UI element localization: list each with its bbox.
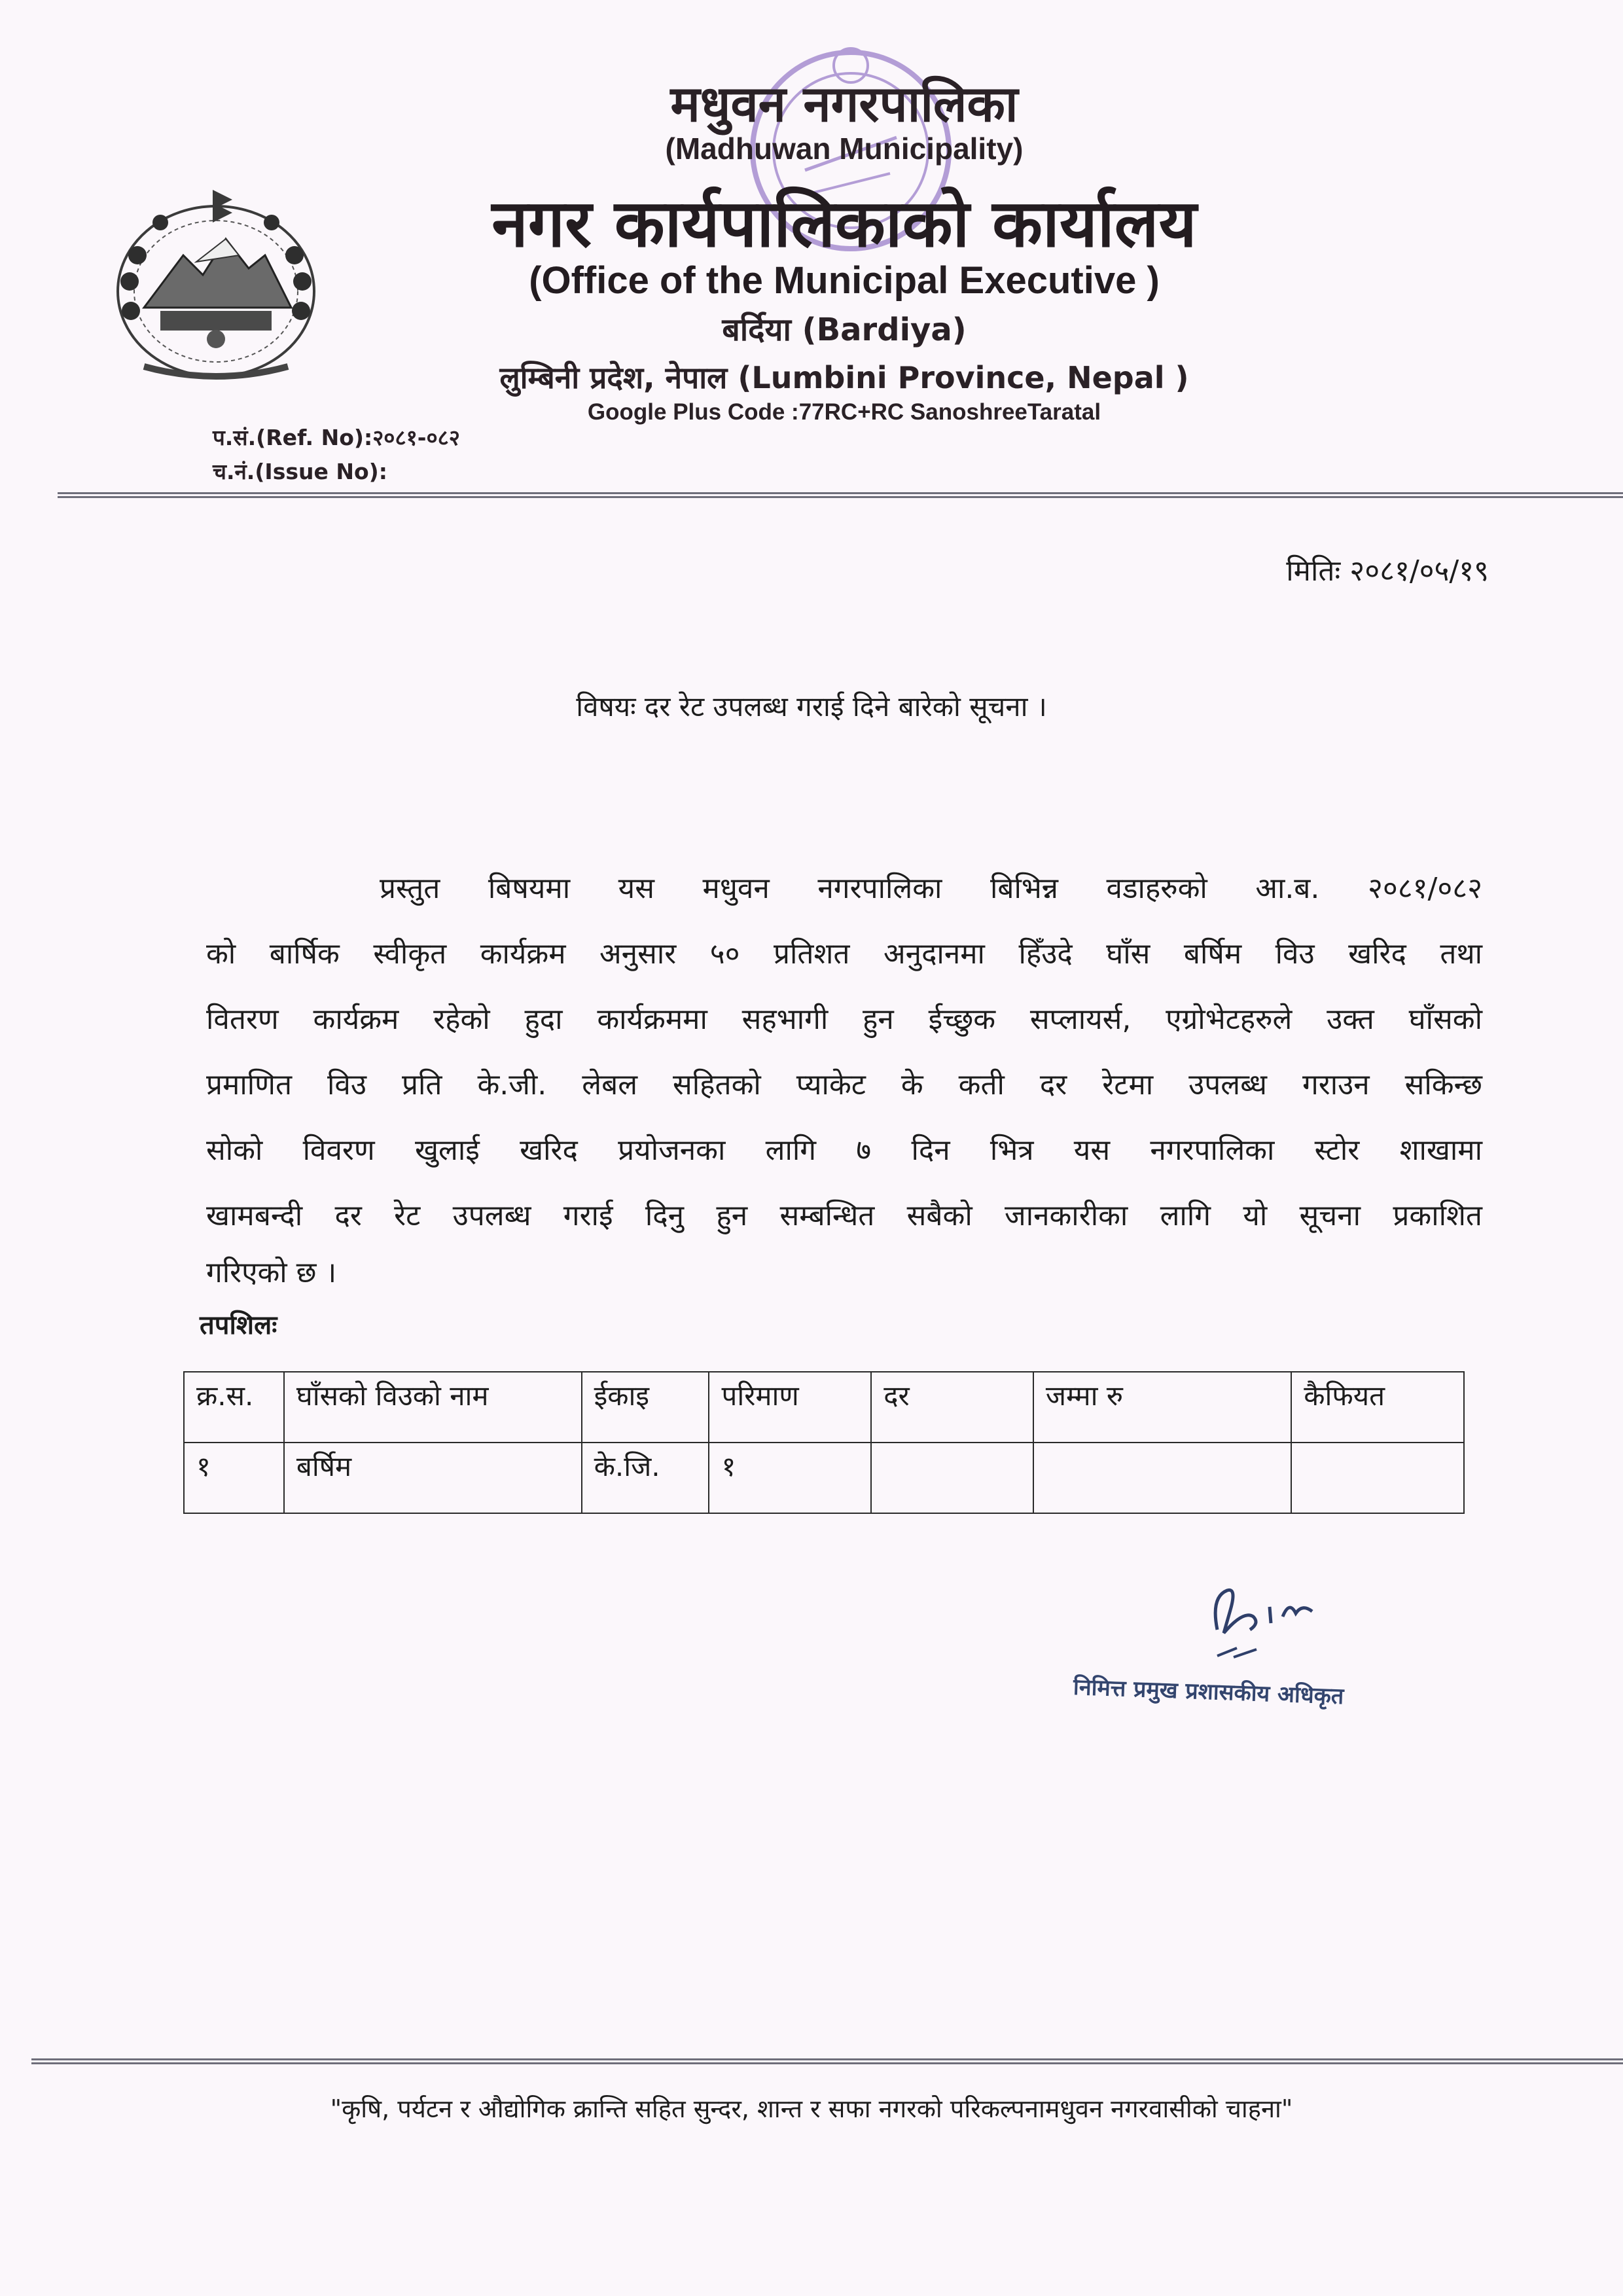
footer-divider	[31, 2058, 1623, 2064]
municipality-name-nepali: मधुवन नगरपालिका	[670, 75, 1018, 133]
body-line: सोको विवरण खुलाई खरिद प्रयोजनका लागि ७ दिन भित्र यस नगरपालिका स्टोर शाखामा	[206, 1134, 1482, 1167]
table-cell: १	[709, 1443, 871, 1513]
reference-number: प.सं.(Ref. No):२०८१-०८२	[213, 425, 460, 450]
body-line: को बार्षिक स्वीकृत कार्यक्रम अनुसार ५० प्रतिशत अनुदानमा हिँउदे घाँस बर्षिम विउ खरिद तथा	[206, 937, 1482, 971]
table-cell	[1033, 1443, 1291, 1513]
table-header-cell: क्र.स.	[184, 1372, 284, 1443]
issue-number: च.नं.(Issue No):	[213, 459, 387, 484]
municipality-name-english: (Madhuwan Municipality)	[665, 132, 1024, 166]
table-header-cell: जम्मा रु	[1033, 1372, 1291, 1443]
details-label: तपशिलः	[200, 1310, 277, 1340]
notice-date: मितिः २०८१/०५/१९	[1286, 554, 1489, 588]
table-cell: १	[184, 1443, 284, 1513]
body-line: प्रस्तुत बिषयमा यस मधुवन नगरपालिका बिभिन्न वडाहरुको आ.ब. २०८१/०८२	[380, 872, 1482, 905]
table-header-cell: परिमाण	[709, 1372, 871, 1443]
body-line: गरिएको छ ।	[206, 1256, 337, 1289]
district-line: बर्दिया (Bardiya)	[722, 312, 967, 348]
table-row	[184, 1443, 1464, 1513]
body-line: वितरण कार्यक्रम रहेको हुदा कार्यक्रममा सहभागी हुन ईच्छुक सप्लायर्स, एग्रोभेटहरुले उक्त घाँसको	[206, 1003, 1482, 1036]
table-cell: बर्षिम	[284, 1443, 582, 1513]
table-header-cell: ईकाइ	[582, 1372, 709, 1443]
province-line: लुम्बिनी प्रदेश, नेपाल (Lumbini Province, Nepal )	[499, 360, 1189, 395]
signatory-title: निमित्त प्रमुख प्रशासकीय अधिकृत	[1073, 1674, 1344, 1710]
notice-subject: विषयः दर रेट उपलब्ध गराई दिने बारेको सूचना ।	[576, 691, 1047, 723]
plus-code-line: Google Plus Code :77RC+RC SanoshreeTaratal	[587, 399, 1101, 425]
table-header-cell: दर	[871, 1372, 1033, 1443]
signature-icon	[1198, 1571, 1329, 1669]
table-cell	[871, 1443, 1033, 1513]
table-cell	[1291, 1443, 1464, 1513]
footer-motto: "कृषि, पर्यटन र औद्योगिक क्रान्ति सहित सुन्दर, शान्त र सफा नगरको परिकल्पनामधुवन नगरवासीको चाहना"	[330, 2094, 1293, 2123]
office-name-english: (Office of the Municipal Executive )	[529, 259, 1160, 302]
table-header-cell: कैफियत	[1291, 1372, 1464, 1443]
body-line: खामबन्दी दर रेट उपलब्ध गराई दिनु हुन सम्बन्धित सबैको जानकारीका लागि यो सूचना प्रकाशित	[206, 1199, 1482, 1232]
nepal-emblem-icon	[98, 177, 334, 393]
rate-table	[183, 1371, 1465, 1514]
table-header-cell: घाँसको विउको नाम	[284, 1372, 582, 1443]
table-cell: के.जि.	[582, 1443, 709, 1513]
table-header-row	[184, 1372, 1464, 1443]
header-divider	[58, 492, 1623, 498]
office-name-nepali: नगर कार्यपालिकाको कार्यालय	[491, 185, 1197, 262]
body-line: प्रमाणित विउ प्रति के.जी. लेबल सहितको प्याकेट के कती दर रेटमा उपलब्ध गराउन सकिन्छ	[206, 1068, 1482, 1102]
